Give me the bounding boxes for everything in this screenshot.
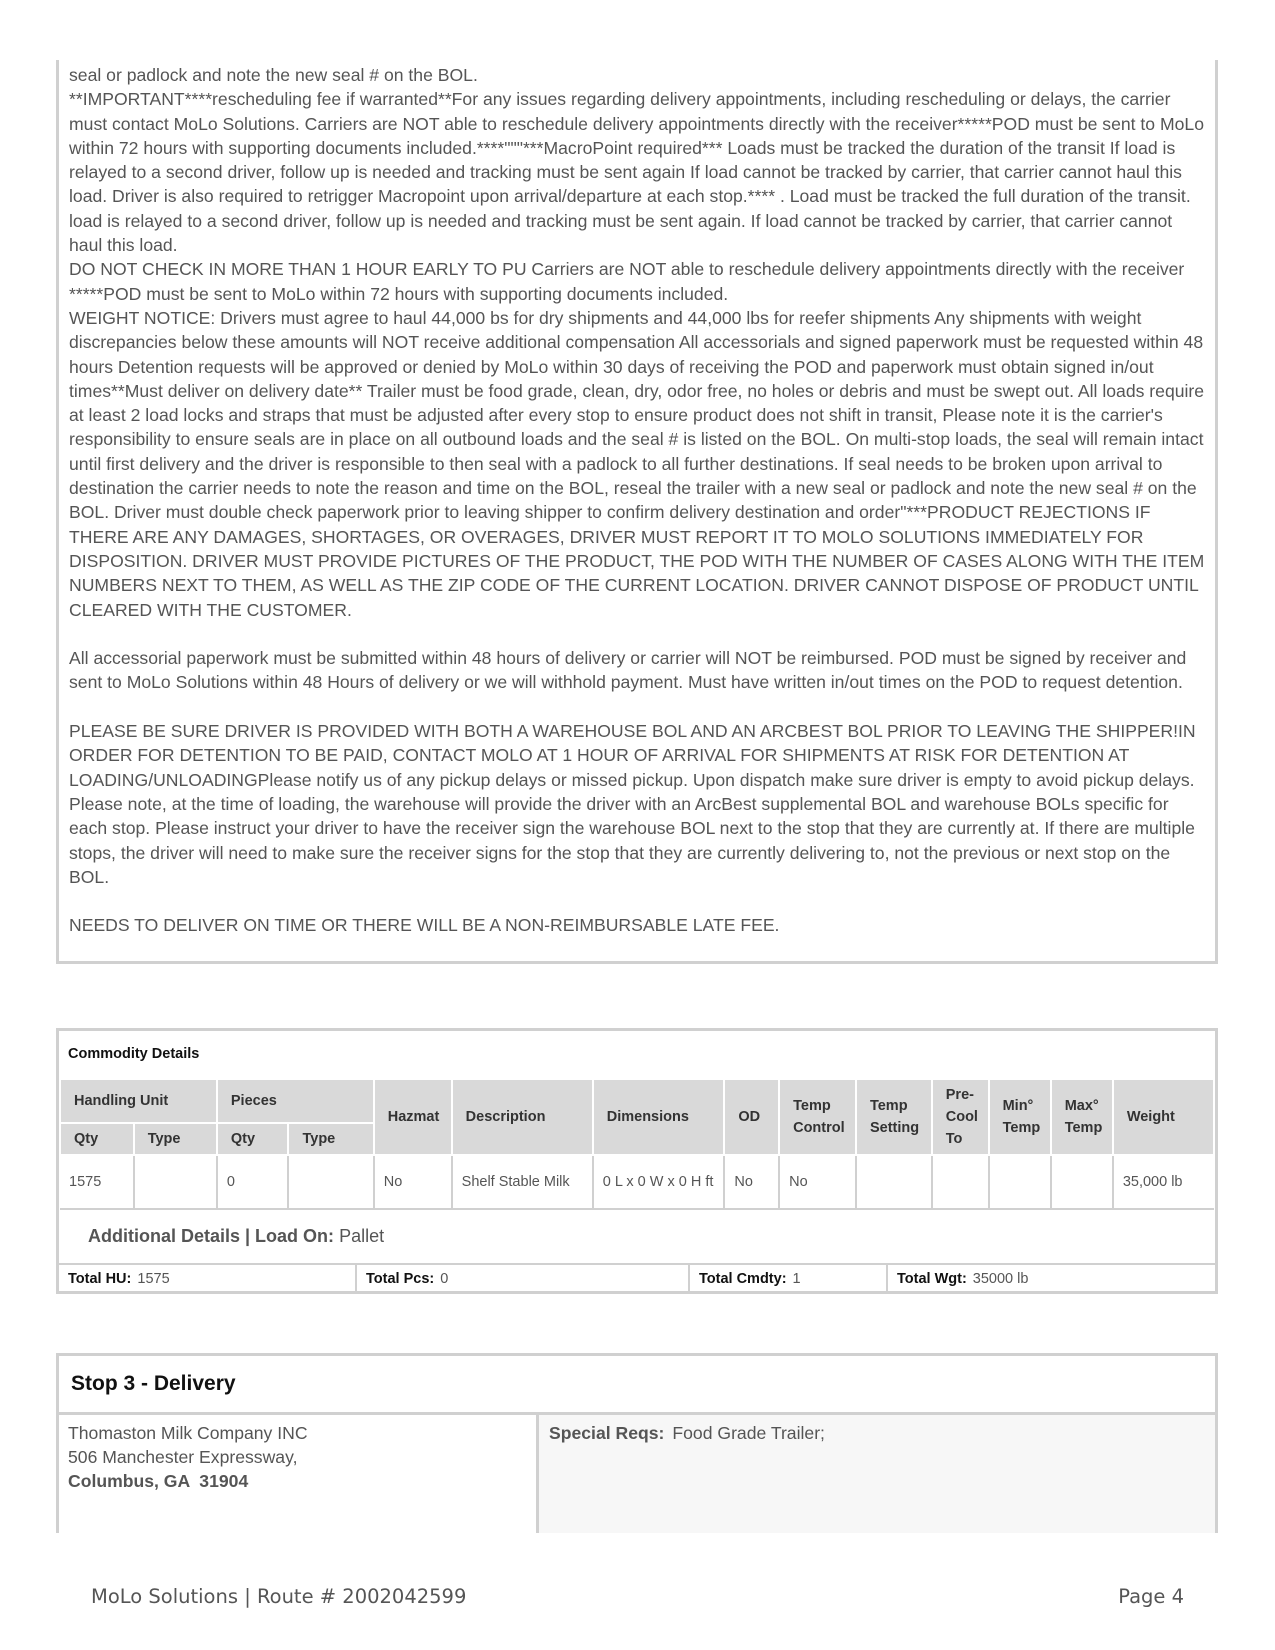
- total-cmdty: [690, 1265, 888, 1294]
- special-reqs-label: Special Reqs:: [549, 1423, 665, 1443]
- load-on-value: Pallet: [339, 1226, 385, 1246]
- dimensions-cell: 0 L x 0 W x 0 H ft: [593, 1155, 725, 1209]
- precool-header: Pre-Cool To: [932, 1079, 989, 1155]
- special-reqs-value: Food Grade Trailer;: [672, 1423, 825, 1443]
- commodity-table: [59, 1078, 1215, 1210]
- notes-paragraph: DO NOT CHECK IN MORE THAN 1 HOUR EARLY TO PU Carriers are NOT able to reschedule delivery appointments directly with the receiver *****POD must be sent to MoLo within 72 hours with supporting documents included.: [69, 259, 1185, 304]
- min-temp-cell: [989, 1155, 1051, 1209]
- pc-qty-cell: 0: [217, 1155, 289, 1209]
- table-row: [60, 1155, 1214, 1209]
- total-pcs-label: Total Pcs:: [366, 1271, 435, 1287]
- footer-route: MoLo Solutions | Route # 2002042599: [91, 1585, 467, 1608]
- page-number: Page 4: [1118, 1585, 1184, 1608]
- pc-type-cell: [288, 1155, 373, 1209]
- temp-control-cell: No: [779, 1155, 856, 1209]
- temp-setting-cell: [856, 1155, 932, 1209]
- additional-details-label: Additional Details | Load On:: [88, 1226, 335, 1246]
- notes-paragraph: PLEASE BE SURE DRIVER IS PROVIDED WITH BOTH A WAREHOUSE BOL AND AN ARCBEST BOL PRIOR TO LEAVING THE SHIPPER!IN ORDER FOR DETENTION TO BE PAID, CONTACT MOLO AT 1 HOUR OF ARRIVAL FOR SHIPMENTS AT RISK FOR DETENTION AT LOADING/UNLOADINGPlease notify us of any pickup delays or missed pickup. Upon dispatch make sure driver is empty to avoid pickup delays. Please note, at the time of loading, the warehouse will provide the driver with an ArcBest supplemental BOL and warehouse BOLs specific for each stop. Please instruct your driver to have the receiver sign the warehouse BOL next to the stop that they are currently at. If there are multiple stops, the driver will need to make sure the receiver signs for the stop that they are currently delivering to, not the previous or next stop on the BOL.: [69, 721, 1196, 887]
- notes-paragraph: WEIGHT NOTICE: Drivers must agree to haul 44,000 bs for dry shipments and 44,000 lbs for reefer shipments Any shipments with weight discrepancies below these amounts will NOT receive additional compensation All accessorials and signed paperwork must be requested within 48 hours Detention requests will be approved or denied by MoLo within 30 days of receiving the POD and paperwork must obtain signed in/out times**Must deliver on delivery date** Trailer must be food grade, clean, dry, odor free, no holes or debris and must be swept out. All loads require at least 2 load locks and straps that must be adjusted after every stop to ensure product does not shift in transit, Please note it is the carrier's responsibility to ensure seals are in place on all outbound loads and the seal # is listed on the BOL. On multi-stop loads, the seal will remain intact until first delivery and the driver is responsible to then seal with a padlock to all further destinations. If seal needs to be broken upon arrival to destination the carrier needs to note the reason and time on the BOL, reseal the trailer with a new seal or padlock and note the new seal # on the BOL. Driver must double check paperwork prior to leaving shipper to confirm delivery destination and order"***PRODUCT REJECTIONS IF THERE ARE ANY DAMAGES, SHORTAGES, OR OVERAGES, DRIVER MUST REPORT IT TO MOLO SOLUTIONS IMMEDIATELY FOR DISPOSITION. DRIVER MUST PROVIDE PICTURES OF THE PRODUCT, THE POD WITH THE NUMBER OF CASES ALONG WITH THE ITEM NUMBERS NEXT TO THEM, AS WELL AS THE ZIP CODE OF THE CURRENT LOCATION. DRIVER CANNOT DISPOSE OF PRODUCT UNTIL CLEARED WITH THE CUSTOMER.: [69, 307, 1205, 620]
- load-notes-box: [56, 60, 1218, 964]
- min-temp-header: Min° Temp: [989, 1079, 1051, 1155]
- total-hu-label: Total HU:: [68, 1271, 132, 1287]
- notes-paragraph: All accessorial paperwork must be submitted within 48 hours of delivery or carrier will NOT be reimbursed. POD must be signed by receiver and sent to MoLo Solutions within 48 Hours of delivery or we will withhold payment. Must have written in/out times on the POD to request detention.: [69, 648, 1187, 693]
- total-hu: [59, 1265, 357, 1294]
- dimensions-header: Dimensions: [593, 1079, 725, 1155]
- description-cell: Shelf Stable Milk: [452, 1155, 593, 1209]
- stop-title: Stop 3 - Delivery: [59, 1356, 1215, 1415]
- total-wgt-value: 35000 lb: [972, 1271, 1029, 1287]
- handling-unit-header: Handling Unit: [60, 1079, 217, 1123]
- precool-cell: [932, 1155, 989, 1209]
- hazmat-header: Hazmat: [374, 1079, 452, 1155]
- city-state-zip: Columbus, GA 31904: [68, 1471, 249, 1491]
- temp-control-header: Temp Control: [779, 1079, 856, 1155]
- total-wgt: [888, 1265, 1215, 1294]
- total-pcs: [357, 1265, 690, 1294]
- additional-details: [59, 1210, 1215, 1265]
- description-header: Description: [452, 1079, 593, 1155]
- page-footer: [91, 1585, 1184, 1608]
- hazmat-cell: No: [374, 1155, 452, 1209]
- max-temp-cell: [1051, 1155, 1113, 1209]
- total-pcs-value: 0: [440, 1271, 449, 1287]
- notes-paragraph: **IMPORTANT****rescheduling fee if warranted**For any issues regarding delivery appointments, including rescheduling or delays, the carrier must contact MoLo Solutions. Carriers are NOT able to reschedule delivery appointments directly with the receiver*****POD must be sent to MoLo within 72 hours with supporting documents included.****"""***MacroPoint required*** Loads must be tracked the duration of the transit If load is relayed to a second driver, follow up is needed and tracking must be sent again If load cannot be tracked by carrier, that carrier cannot haul this load. Driver is also required to retrigger Macropoint upon arrival/departure at each stop.**** . Load must be tracked the full duration of the transit. load is relayed to a second driver, follow up is needed and tracking must be sent again. If load cannot be tracked by carrier, that carrier cannot haul this load.: [69, 89, 1204, 256]
- spacer: [69, 622, 1209, 646]
- pc-qty-header: Qty: [217, 1123, 289, 1155]
- totals-row: [59, 1265, 1215, 1294]
- max-temp-header: Max° Temp: [1051, 1079, 1113, 1155]
- temp-setting-header: Temp Setting: [856, 1079, 932, 1155]
- spacer: [69, 889, 1209, 913]
- total-hu-value: 1575: [137, 1271, 170, 1287]
- total-wgt-label: Total Wgt:: [897, 1271, 967, 1287]
- spacer: [69, 695, 1209, 719]
- od-cell: No: [724, 1155, 779, 1209]
- pc-type-header: Type: [288, 1123, 373, 1155]
- commodity-details-section: [56, 1028, 1218, 1294]
- pieces-header: Pieces: [217, 1079, 374, 1123]
- special-reqs: [539, 1415, 1215, 1533]
- hu-type-cell: [134, 1155, 217, 1209]
- company-name: Thomaston Milk Company INC: [68, 1423, 308, 1443]
- weight-cell: 35,000 lb: [1113, 1155, 1214, 1209]
- notes-paragraph: seal or padlock and note the new seal # on the BOL.: [69, 65, 478, 85]
- hu-type-header: Type: [134, 1123, 217, 1155]
- hu-qty-header: Qty: [60, 1123, 134, 1155]
- stop-delivery-section: [56, 1353, 1218, 1533]
- od-header: OD: [724, 1079, 779, 1155]
- stop-address: [59, 1415, 539, 1533]
- hu-qty-cell: 1575: [60, 1155, 134, 1209]
- notes-paragraph: NEEDS TO DELIVER ON TIME OR THERE WILL BE A NON-REIMBURSABLE LATE FEE.: [69, 915, 780, 936]
- commodity-title: Commodity Details: [68, 1046, 200, 1062]
- weight-header: Weight: [1113, 1079, 1214, 1155]
- stop-body: [59, 1415, 1215, 1533]
- street-address: 506 Manchester Expressway,: [68, 1447, 298, 1467]
- total-cmdty-value: 1: [792, 1271, 801, 1287]
- total-cmdty-label: Total Cmdty:: [699, 1271, 787, 1287]
